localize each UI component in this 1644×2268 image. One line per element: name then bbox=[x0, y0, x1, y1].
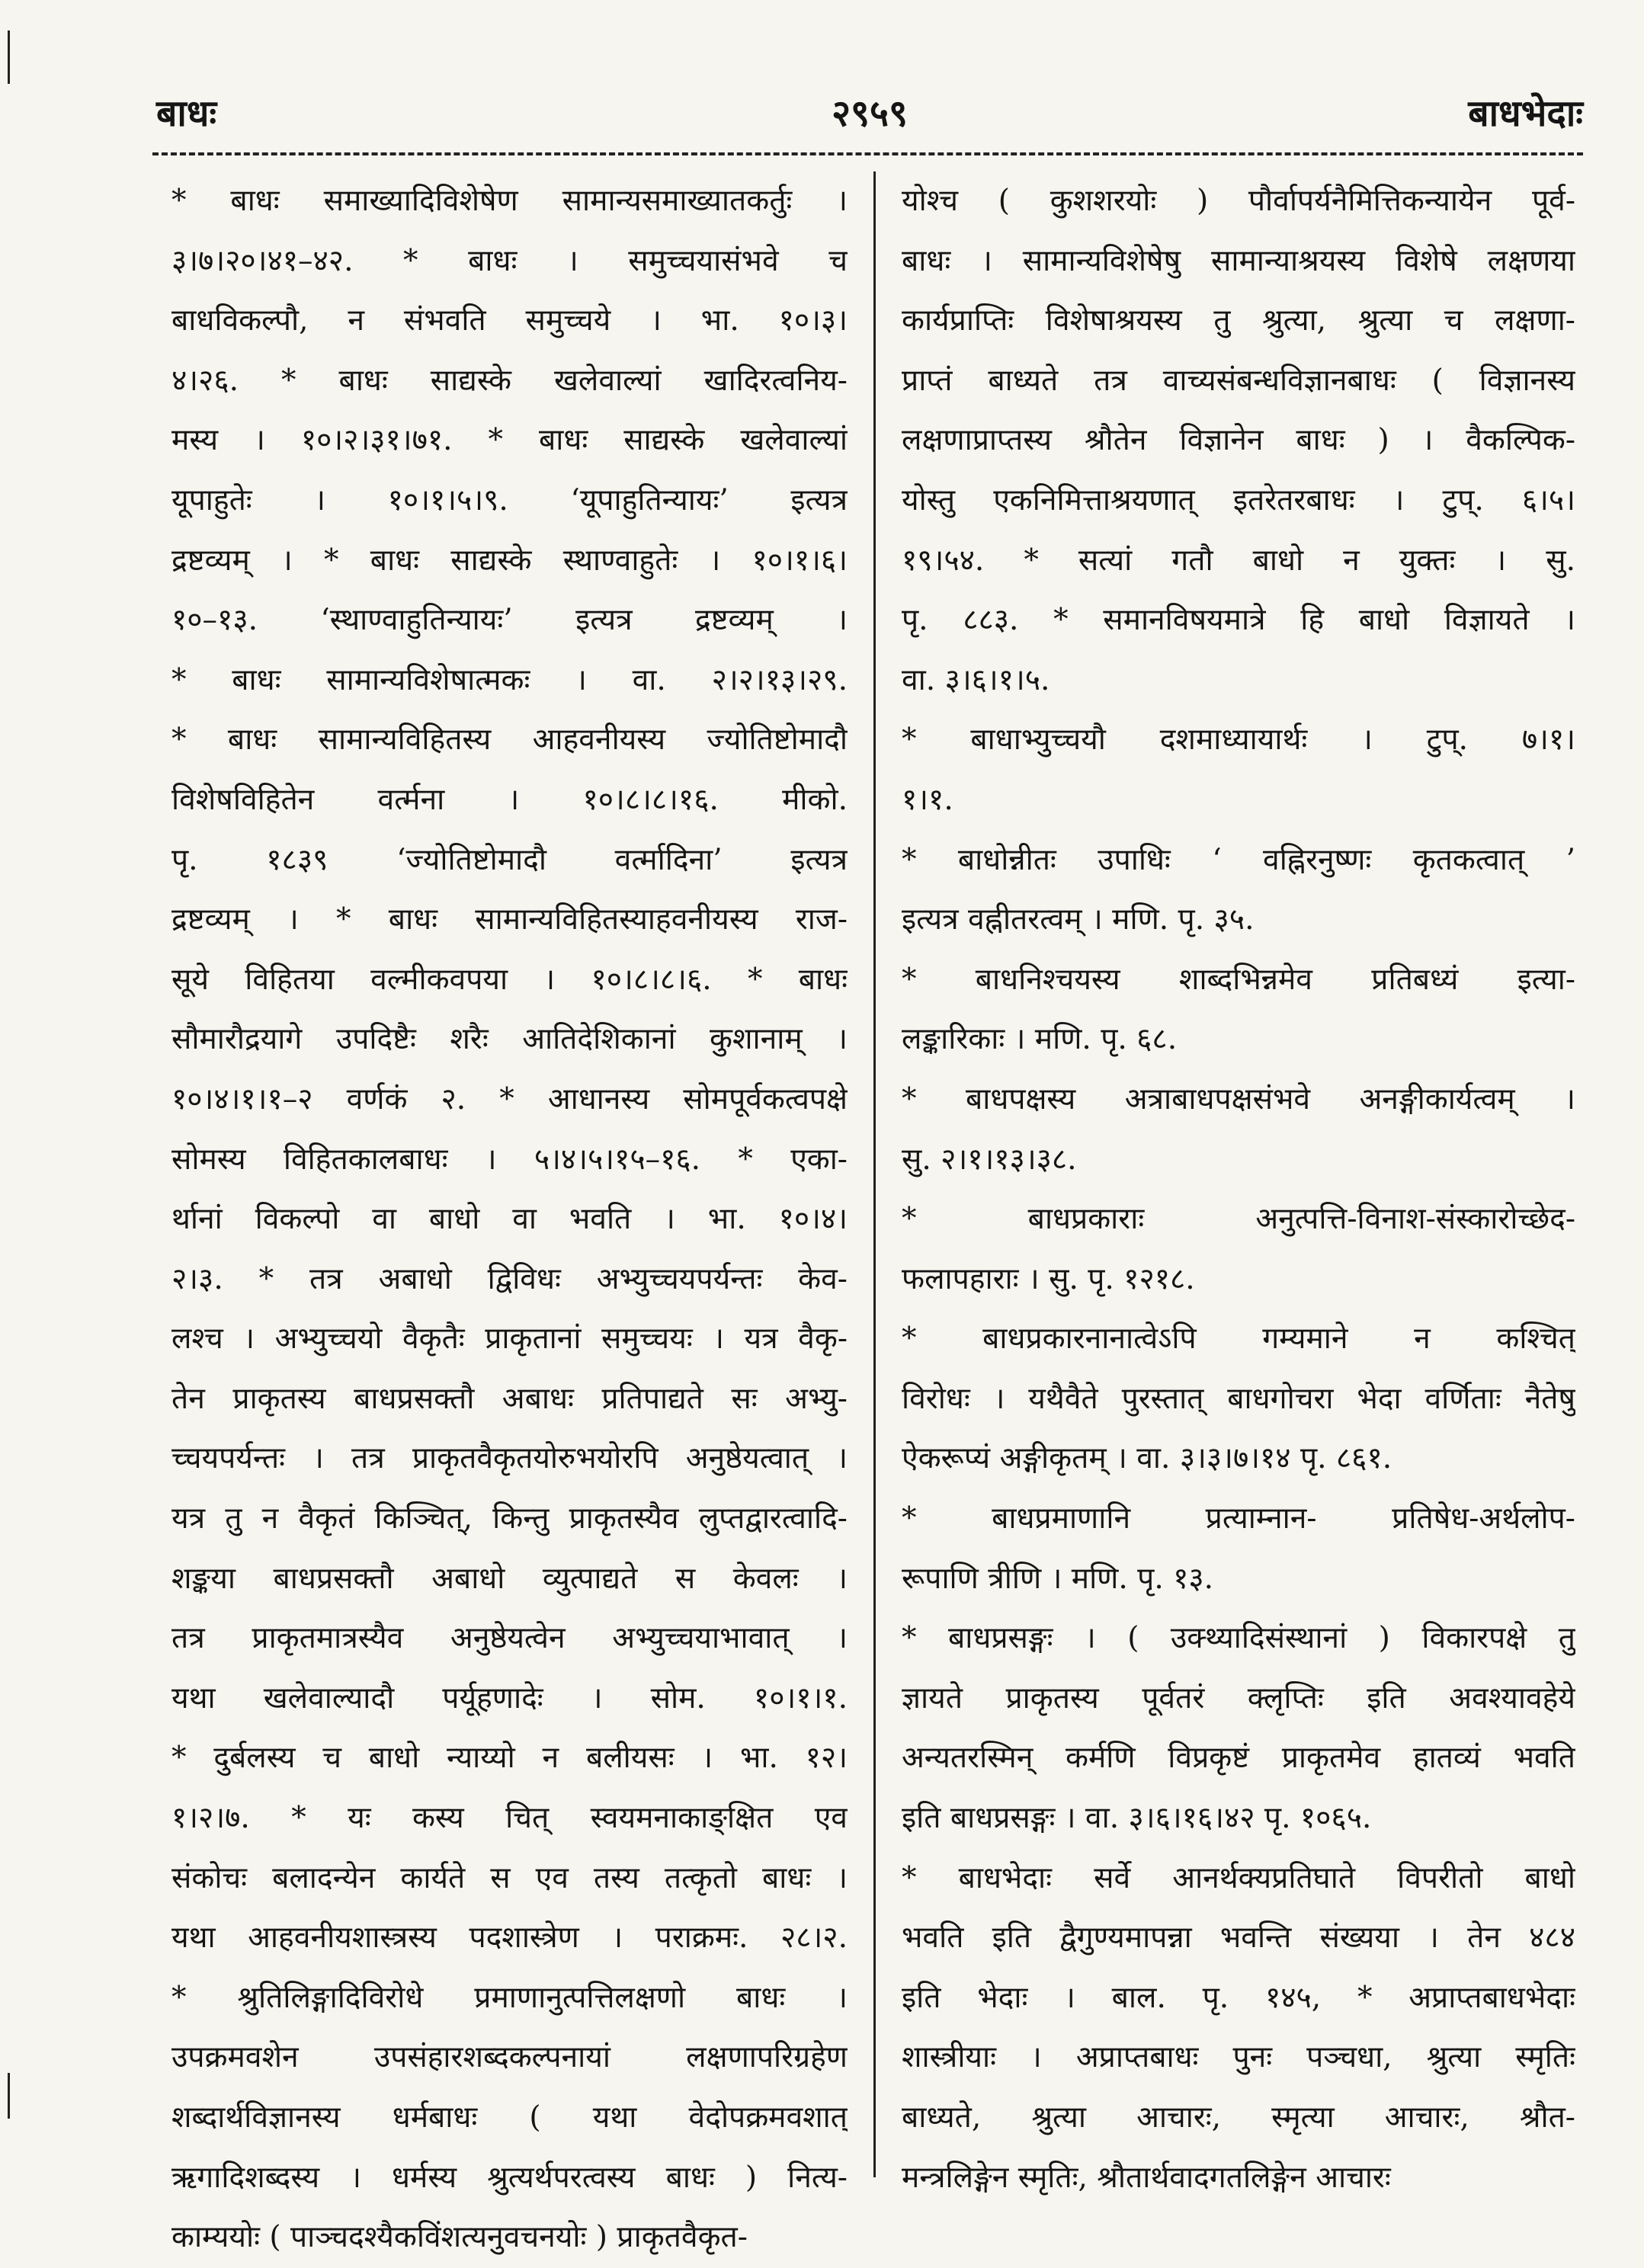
text-line: सोमस्य विहितकालबाधः । ५।४।५।१५–१६. * एका- bbox=[171, 1142, 848, 1177]
text-line: * श्रुतिलिङ्गादिविरोधे प्रमाणानुत्पत्तिलक्षणो बाधः । bbox=[171, 1980, 848, 2015]
text-line: यूपाहुतेः । १०।१।५।९. ‘यूपाहुतिन्यायः’ इत्यत्र bbox=[171, 482, 848, 517]
left-column bbox=[171, 171, 873, 2255]
text-line: बाधविकल्पौ, न संभवति समुच्चये । भा. १०।३। bbox=[171, 303, 848, 338]
text-line: उपक्रमवशेन उपसंहारशब्दकल्पनायां लक्षणापरिग्रहेण bbox=[171, 2040, 848, 2075]
text-line: प्राप्तं बाध्यते तत्र वाच्यसंबन्धविज्ञानबाधः ( विज्ञानस्य bbox=[902, 363, 1575, 398]
text-line: योस्तु एकनिमित्ताश्रयणात् इतरेतरबाधः । टुप्. ६।५। bbox=[902, 482, 1575, 517]
text-line: रूपाणि त्रीणि । मणि. पृ. १३. bbox=[902, 1561, 1214, 1596]
text-line: पृ. १८३९ ‘ज्योतिष्टोमादौ वर्त्मादिना’ इत्यत्र bbox=[171, 842, 848, 877]
text-line: १०–१३. ‘स्थाण्वाहुतिन्यायः’ इत्यत्र द्रष्टव्यम् । bbox=[171, 603, 848, 638]
text-line: च्चयपर्यन्तः । तत्र प्राकृतवैकृतयोरुभयोरपि अनुष्ठेयत्वात् । bbox=[171, 1441, 848, 1476]
text-line: लङ्कारिकाः । मणि. पृ. ६८. bbox=[902, 1022, 1178, 1057]
text-line: * बाधप्रसङ्गः । ( उक्थ्यादिसंस्थानां ) विकारपक्षे तु bbox=[902, 1621, 1575, 1656]
text-line: लश्च । अभ्युच्चयो वैकृतैः प्राकृतानां समुच्चयः । यत्र वैकृ- bbox=[171, 1321, 848, 1357]
text-line: विशेषविहितेन वर्त्मना । १०।८।८।१६. मीको. bbox=[171, 782, 848, 817]
text-line: र्थानां विकल्पो वा बाधो वा भवति । भा. १०।४। bbox=[171, 1202, 848, 1237]
header-right-word: बाधभेदाः bbox=[1468, 91, 1583, 135]
text-line: तेन प्राकृतस्य बाधप्रसक्तौ अबाधः प्रतिपाद्यते सः अभ्यु- bbox=[171, 1381, 848, 1416]
text-line: * बाधप्रकाराः अनुत्पत्ति-विनाश-संस्कारोच्छेद- bbox=[902, 1202, 1575, 1237]
text-line: यथा आहवनीयशास्त्रस्य पदशास्त्रेण । पराक्रमः. २८।२. bbox=[171, 1920, 848, 1956]
text-columns bbox=[171, 171, 1575, 2255]
text-line: पृ. ८८३. * समानविषयमात्रे हि बाधो विज्ञायते । bbox=[902, 603, 1575, 638]
text-line: फलापहाराः । सु. पृ. १२१८. bbox=[902, 1261, 1195, 1296]
text-line: * दुर्बलस्य च बाधो न्याय्यो न बलीयसः । भा. १२। bbox=[171, 1741, 848, 1776]
text-line: * बाधः सामान्यविहितस्य आहवनीयस्य ज्योतिष्टोमादौ bbox=[171, 722, 848, 758]
text-line: ऐकरूप्यं अङ्गीकृतम् । वा. ३।३।७।१४ पृ. ८६१. bbox=[902, 1441, 1392, 1476]
text-line: लक्षणाप्राप्तस्य श्रौतेन विज्ञानेन बाधः ) । वैकल्पिक- bbox=[902, 423, 1575, 458]
text-line: यत्र तु न वैकृतं किञ्चित्, किन्तु प्राकृतस्यैव लुप्तद्वारत्वादि- bbox=[171, 1501, 848, 1536]
header-left-word: बाधः bbox=[156, 91, 217, 135]
text-line: * बाधप्रकारनानात्वेऽपि गम्यमाने न कश्चित् bbox=[902, 1321, 1575, 1357]
text-line: बाधः । सामान्यविशेषेषु सामान्याश्रयस्य विशेषे लक्षणया bbox=[902, 243, 1575, 278]
text-line: * बाधपक्षस्य अत्राबाधपक्षसंभवे अनङ्गीकार्यत्वम् । bbox=[902, 1081, 1575, 1116]
text-line: १।१. bbox=[902, 782, 953, 817]
text-line: ४।२६. * बाधः साद्यस्के खलेवाल्यां खादिरत्वनिय- bbox=[171, 363, 848, 398]
header-rule bbox=[152, 152, 1583, 155]
text-line: योश्च ( कुशशरयोः ) पौर्वापर्यनैमित्तिकन्यायेन पूर्व- bbox=[902, 184, 1575, 218]
text-line: भवति इति द्वैगुण्यमापन्ना भवन्ति संख्यया । तेन ४८४ bbox=[902, 1920, 1575, 1956]
text-line: * बाधाभ्युच्चयौ दशमाध्यायार्थः । टुप्. ७।१। bbox=[902, 722, 1575, 758]
text-line: मस्य । १०।२।३१।७१. * बाधः साद्यस्के खलेवाल्यां bbox=[171, 423, 848, 458]
text-line: विरोधः । यथैवैते पुरस्तात् बाधगोचरा भेदा वर्णिताः नैतेषु bbox=[902, 1381, 1575, 1416]
text-line: द्रष्टव्यम् । * बाधः सामान्यविहितस्याहवनीयस्य राज- bbox=[171, 902, 848, 937]
text-line: * बाधोन्नीतः उपाधिः ‘ वह्निरनुष्णः कृतकत्वात् ’ bbox=[902, 842, 1575, 877]
text-line: बाध्यते, श्रुत्या आचारः, स्मृत्या आचारः, श्रौत- bbox=[902, 2100, 1575, 2135]
text-line: १।२।७. * यः कस्य चित् स्वयमनाकाङ्क्षित एव bbox=[171, 1801, 848, 1836]
text-line: तत्र प्राकृतमात्रस्यैव अनुष्ठेयत्वेन अभ्युच्चयाभावात् । bbox=[171, 1621, 848, 1656]
scan-edge-mark bbox=[8, 30, 10, 84]
text-line: संकोचः बलादन्येन कार्यते स एव तस्य तत्कृतो बाधः । bbox=[171, 1860, 848, 1895]
text-line: * बाधः समाख्यादिविशेषेण सामान्यसमाख्यातकर्तुः । bbox=[171, 184, 848, 218]
text-line: यथा खलेवाल्यादौ पर्यूहणादेः । सोम. १०।१।१. bbox=[171, 1680, 848, 1715]
text-line: १०।४।१।१–२ वर्णकं २. * आधानस्य सोमपूर्वकत्वपक्षे bbox=[171, 1081, 848, 1116]
text-line: इत्यत्र वह्नीतरत्वम् । मणि. पृ. ३५. bbox=[902, 902, 1255, 937]
text-line: सौमारौद्रयागे उपदिष्टैः शरैः आतिदेशिकानां कुशानाम् । bbox=[171, 1022, 848, 1057]
text-line: १९।५४. * सत्यां गतौ बाधो न युक्तः । सु. bbox=[902, 543, 1575, 578]
text-line: * बाधभेदाः सर्वे आनर्थक्यप्रतिघाते विपरीतो बाधो bbox=[902, 1860, 1575, 1895]
text-line: * बाधप्रमाणानि प्रत्याम्नान- प्रतिषेध-अर्थलोप- bbox=[902, 1501, 1575, 1536]
text-line: अन्यतरस्मिन् कर्मणि विप्रकृष्टं प्राकृतमेव हातव्यं भवति bbox=[902, 1741, 1575, 1776]
text-line: इति भेदाः । बाल. पृ. १४५, * अप्राप्तबाधभेदाः bbox=[902, 1980, 1575, 2015]
text-line: ज्ञायते प्राकृतस्य पूर्वतरं क्लृप्तिः इति अवश्यावहेये bbox=[902, 1680, 1575, 1715]
text-line: शब्दार्थविज्ञानस्य धर्मबाधः ( यथा वेदोपक्रमवशात् bbox=[171, 2100, 848, 2135]
page-number: २९५९ bbox=[832, 91, 908, 135]
text-line: वा. ३।६।१।५. bbox=[902, 662, 1050, 697]
text-line: २।३. * तत्र अबाधो द्विविधः अभ्युच्चयपर्यन्तः केव- bbox=[171, 1261, 848, 1296]
right-column bbox=[873, 171, 1575, 2195]
text-line: द्रष्टव्यम् । * बाधः साद्यस्के स्थाण्वाहुतेः । १०।१।६। bbox=[171, 543, 848, 578]
text-line: ऋगादिशब्दस्य । धर्मस्य श्रुत्यर्थपरत्वस्य बाधः ) नित्य- bbox=[171, 2160, 848, 2195]
text-line: ३।७।२०।४१–४२. * बाधः । समुच्चयासंभवे च bbox=[171, 243, 848, 278]
text-line: कार्यप्राप्तिः विशेषाश्रयस्य तु श्रुत्या, श्रुत्या च लक्षणा- bbox=[902, 303, 1575, 338]
text-line: सु. २।१।१३।३८. bbox=[902, 1142, 1077, 1177]
text-line: शास्त्रीयाः । अप्राप्तबाधः पुनः पञ्चधा, श्रुत्या स्मृतिः bbox=[902, 2040, 1575, 2075]
text-line: मन्त्रलिङ्गेन स्मृतिः, श्रौतार्थवादगतलिङ्गेन आचारः bbox=[902, 2160, 1391, 2195]
scan-edge-mark bbox=[8, 2073, 10, 2119]
text-line: काम्ययोः ( पाञ्चदश्यैकविंशत्यनुवचनयोः ) प्राकृतवैकृत- bbox=[171, 2220, 748, 2255]
text-line: इति बाधप्रसङ्गः । वा. ३।६।१६।४२ पृ. १०६५. bbox=[902, 1801, 1372, 1836]
text-line: * बाधः सामान्यविशेषात्मकः । वा. २।२।१३।२९. bbox=[171, 662, 848, 697]
text-line: सूये विहितया वल्मीकवपया । १०।८।८।६. * बाधः bbox=[171, 962, 848, 997]
text-line: * बाधनिश्चयस्य शाब्दभिन्नमेव प्रतिबध्यं इत्या- bbox=[902, 962, 1575, 997]
page-header bbox=[156, 85, 1583, 139]
text-line: शङ्कया बाधप्रसक्तौ अबाधो व्युत्पाद्यते स केवलः । bbox=[171, 1561, 848, 1596]
